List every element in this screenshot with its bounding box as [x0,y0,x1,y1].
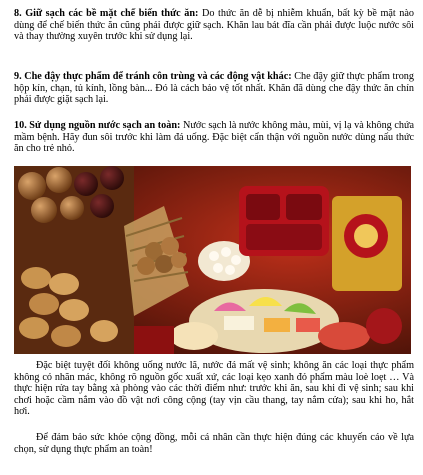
section-8-paragraph [14,8,414,43]
tet-food-tray-photo [14,166,411,354]
section-8-heading: 8. Giữ sạch các bề mặt chế biến thức ăn: [14,8,199,19]
closing-paragraph-2: Để đảm bảo sức khỏe cộng đồng, mỗi cá nhân cần thực hiện đúng các khuyến cáo về lựa chọn, sử dụng thực phẩm an toàn! [14,432,414,455]
section-9-body: Che đậy giữ thực phẩm trong hộp kín, chạn, tủ kính, lồng bàn... Đó là cách bảo vệ tốt nhất. Khăn đã dùng che đậy thức ăn chín phải được giặt sạch lại. [14,71,414,106]
section-8-body: Do thức ăn dễ bị nhiễm khuẩn, bất kỳ bề mặt nào dùng để chế biến thức ăn cũng phải được giữ sạch. Khăn lau bát đĩa cần phải được luộc nước sôi và thay thường xuyên trước khi sử dụng lại. [14,8,415,43]
section-10-body: Nước sạch là nước không màu, mùi, vị lạ và không chứa mầm bệnh. Hãy đun sôi trước khi làm đá uống. Đặc biệt cẩn thận với nguồn nước dùng nấu thức ăn cho trẻ nhỏ. [14,120,414,155]
section-9-paragraph [14,71,414,106]
section-10-heading: 10. Sử dụng nguồn nước sạch an toàn: [14,120,181,131]
section-9-heading: 9. Che đậy thực phẩm để tránh côn trùng và các động vật khác: [14,71,292,82]
closing-paragraph-1: Đặc biệt tuyệt đối không uống nước lã, nước đá mất vệ sinh; không ăn các loại thực phẩm không có nhãn mác, không rõ nguồn gốc xuất xứ, các loại kẹo xanh đỏ phẩm màu loè loẹt … Và thực hiện rửa tay bằng xà phòng vào các thời điểm như: trước khi ăn, sau khi đi vệ sinh; sau khi chơi hoặc cầm nắm vào đồ vật nơi công cộng (tay vịn cầu thang, tay nắm cửa); sau khi ho, hắt hơi. [14,360,414,418]
section-10-paragraph [14,120,414,155]
